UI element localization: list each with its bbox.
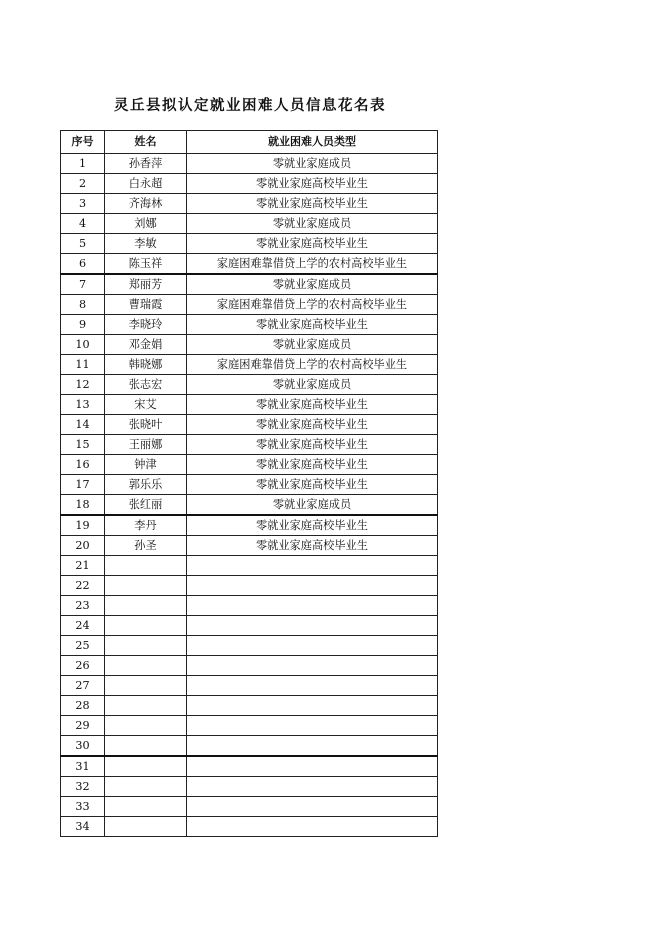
cell-name: 陈玉祥 [105, 254, 187, 275]
table-row [61, 656, 438, 676]
cell-type [187, 636, 438, 656]
header-row [61, 131, 438, 154]
table-row [61, 274, 438, 295]
cell-name: 邓金娟 [105, 335, 187, 355]
cell-index: 7 [61, 274, 105, 295]
cell-type [187, 716, 438, 736]
cell-index: 10 [61, 335, 105, 355]
table-row [61, 254, 438, 275]
cell-name [105, 576, 187, 596]
cell-index: 8 [61, 295, 105, 315]
roster-body [61, 154, 438, 837]
cell-type [187, 756, 438, 777]
cell-type: 零就业家庭成员 [187, 495, 438, 516]
cell-name: 韩晓娜 [105, 355, 187, 375]
cell-index: 27 [61, 676, 105, 696]
cell-index: 5 [61, 234, 105, 254]
cell-name [105, 556, 187, 576]
cell-type [187, 777, 438, 797]
cell-index: 32 [61, 777, 105, 797]
cell-type: 零就业家庭成员 [187, 274, 438, 295]
cell-name: 李晓玲 [105, 315, 187, 335]
cell-index: 21 [61, 556, 105, 576]
cell-type: 零就业家庭高校毕业生 [187, 395, 438, 415]
cell-index: 1 [61, 154, 105, 174]
cell-name: 宋艾 [105, 395, 187, 415]
cell-type: 零就业家庭高校毕业生 [187, 515, 438, 536]
cell-type: 零就业家庭成员 [187, 214, 438, 234]
cell-type [187, 696, 438, 716]
cell-name: 张志宏 [105, 375, 187, 395]
cell-name: 张晓叶 [105, 415, 187, 435]
cell-index: 26 [61, 656, 105, 676]
cell-type [187, 797, 438, 817]
cell-type [187, 576, 438, 596]
cell-name [105, 777, 187, 797]
cell-type: 零就业家庭成员 [187, 154, 438, 174]
cell-type: 零就业家庭高校毕业生 [187, 415, 438, 435]
cell-name: 李丹 [105, 515, 187, 536]
roster-table [60, 130, 438, 837]
cell-type: 零就业家庭成员 [187, 335, 438, 355]
cell-index: 15 [61, 435, 105, 455]
table-row [61, 315, 438, 335]
table-row [61, 435, 438, 455]
table-row [61, 234, 438, 254]
table-row [61, 556, 438, 576]
cell-name: 王丽娜 [105, 435, 187, 455]
table-row [61, 455, 438, 475]
cell-name [105, 636, 187, 656]
header-type: 就业困难人员类型 [187, 131, 438, 154]
table-row [61, 415, 438, 435]
table-row [61, 475, 438, 495]
cell-name: 曹瑞霞 [105, 295, 187, 315]
cell-name [105, 797, 187, 817]
cell-type: 零就业家庭高校毕业生 [187, 435, 438, 455]
cell-type: 家庭困难靠借贷上学的农村高校毕业生 [187, 254, 438, 275]
table-row [61, 797, 438, 817]
cell-name [105, 756, 187, 777]
cell-type: 家庭困难靠借贷上学的农村高校毕业生 [187, 355, 438, 375]
cell-index: 19 [61, 515, 105, 536]
cell-type: 零就业家庭高校毕业生 [187, 234, 438, 254]
table-row [61, 536, 438, 556]
cell-name: 刘娜 [105, 214, 187, 234]
cell-index: 24 [61, 616, 105, 636]
cell-type [187, 676, 438, 696]
cell-name [105, 656, 187, 676]
table-row [61, 716, 438, 736]
table-row [61, 676, 438, 696]
cell-index: 9 [61, 315, 105, 335]
page-title: 灵丘县拟认定就业困难人员信息花名表 [114, 98, 386, 114]
cell-index: 30 [61, 736, 105, 757]
cell-name [105, 596, 187, 616]
cell-name [105, 616, 187, 636]
cell-index: 12 [61, 375, 105, 395]
cell-type [187, 596, 438, 616]
cell-name: 钟津 [105, 455, 187, 475]
table-row [61, 576, 438, 596]
cell-type: 零就业家庭高校毕业生 [187, 536, 438, 556]
cell-index: 22 [61, 576, 105, 596]
table-row [61, 596, 438, 616]
cell-type [187, 616, 438, 636]
header-index: 序号 [61, 131, 105, 154]
cell-type: 零就业家庭高校毕业生 [187, 194, 438, 214]
cell-name: 张红丽 [105, 495, 187, 516]
cell-type [187, 736, 438, 757]
cell-index: 31 [61, 756, 105, 777]
cell-index: 18 [61, 495, 105, 516]
cell-type [187, 656, 438, 676]
cell-index: 13 [61, 395, 105, 415]
cell-index: 28 [61, 696, 105, 716]
table-row [61, 295, 438, 315]
table-row [61, 777, 438, 797]
table-row [61, 736, 438, 757]
table-row [61, 375, 438, 395]
table-row [61, 495, 438, 516]
cell-type: 零就业家庭高校毕业生 [187, 455, 438, 475]
cell-name: 孙香萍 [105, 154, 187, 174]
table-row [61, 696, 438, 716]
table-row [61, 355, 438, 375]
cell-index: 2 [61, 174, 105, 194]
header-name: 姓名 [105, 131, 187, 154]
cell-name: 白永超 [105, 174, 187, 194]
cell-index: 6 [61, 254, 105, 275]
table-row [61, 616, 438, 636]
cell-name: 郭乐乐 [105, 475, 187, 495]
cell-type: 零就业家庭高校毕业生 [187, 315, 438, 335]
table-row [61, 817, 438, 837]
cell-index: 3 [61, 194, 105, 214]
cell-name: 李敏 [105, 234, 187, 254]
cell-index: 25 [61, 636, 105, 656]
cell-name [105, 736, 187, 757]
cell-index: 17 [61, 475, 105, 495]
cell-type: 零就业家庭高校毕业生 [187, 174, 438, 194]
table-row [61, 395, 438, 415]
table-row [61, 174, 438, 194]
cell-index: 11 [61, 355, 105, 375]
table-row [61, 194, 438, 214]
cell-index: 23 [61, 596, 105, 616]
cell-index: 34 [61, 817, 105, 837]
cell-type: 零就业家庭高校毕业生 [187, 475, 438, 495]
cell-name: 齐海林 [105, 194, 187, 214]
cell-name [105, 696, 187, 716]
table-row [61, 335, 438, 355]
cell-index: 4 [61, 214, 105, 234]
cell-type [187, 556, 438, 576]
cell-index: 29 [61, 716, 105, 736]
cell-index: 33 [61, 797, 105, 817]
table-row [61, 154, 438, 174]
table-row [61, 214, 438, 234]
cell-name [105, 676, 187, 696]
table-row [61, 756, 438, 777]
cell-name: 孙圣 [105, 536, 187, 556]
cell-name [105, 716, 187, 736]
cell-index: 20 [61, 536, 105, 556]
cell-type [187, 817, 438, 837]
cell-name [105, 817, 187, 837]
table-row [61, 636, 438, 656]
cell-name: 郑丽芳 [105, 274, 187, 295]
cell-index: 14 [61, 415, 105, 435]
cell-index: 16 [61, 455, 105, 475]
cell-type: 零就业家庭成员 [187, 375, 438, 395]
cell-type: 家庭困难靠借贷上学的农村高校毕业生 [187, 295, 438, 315]
table-row [61, 515, 438, 536]
